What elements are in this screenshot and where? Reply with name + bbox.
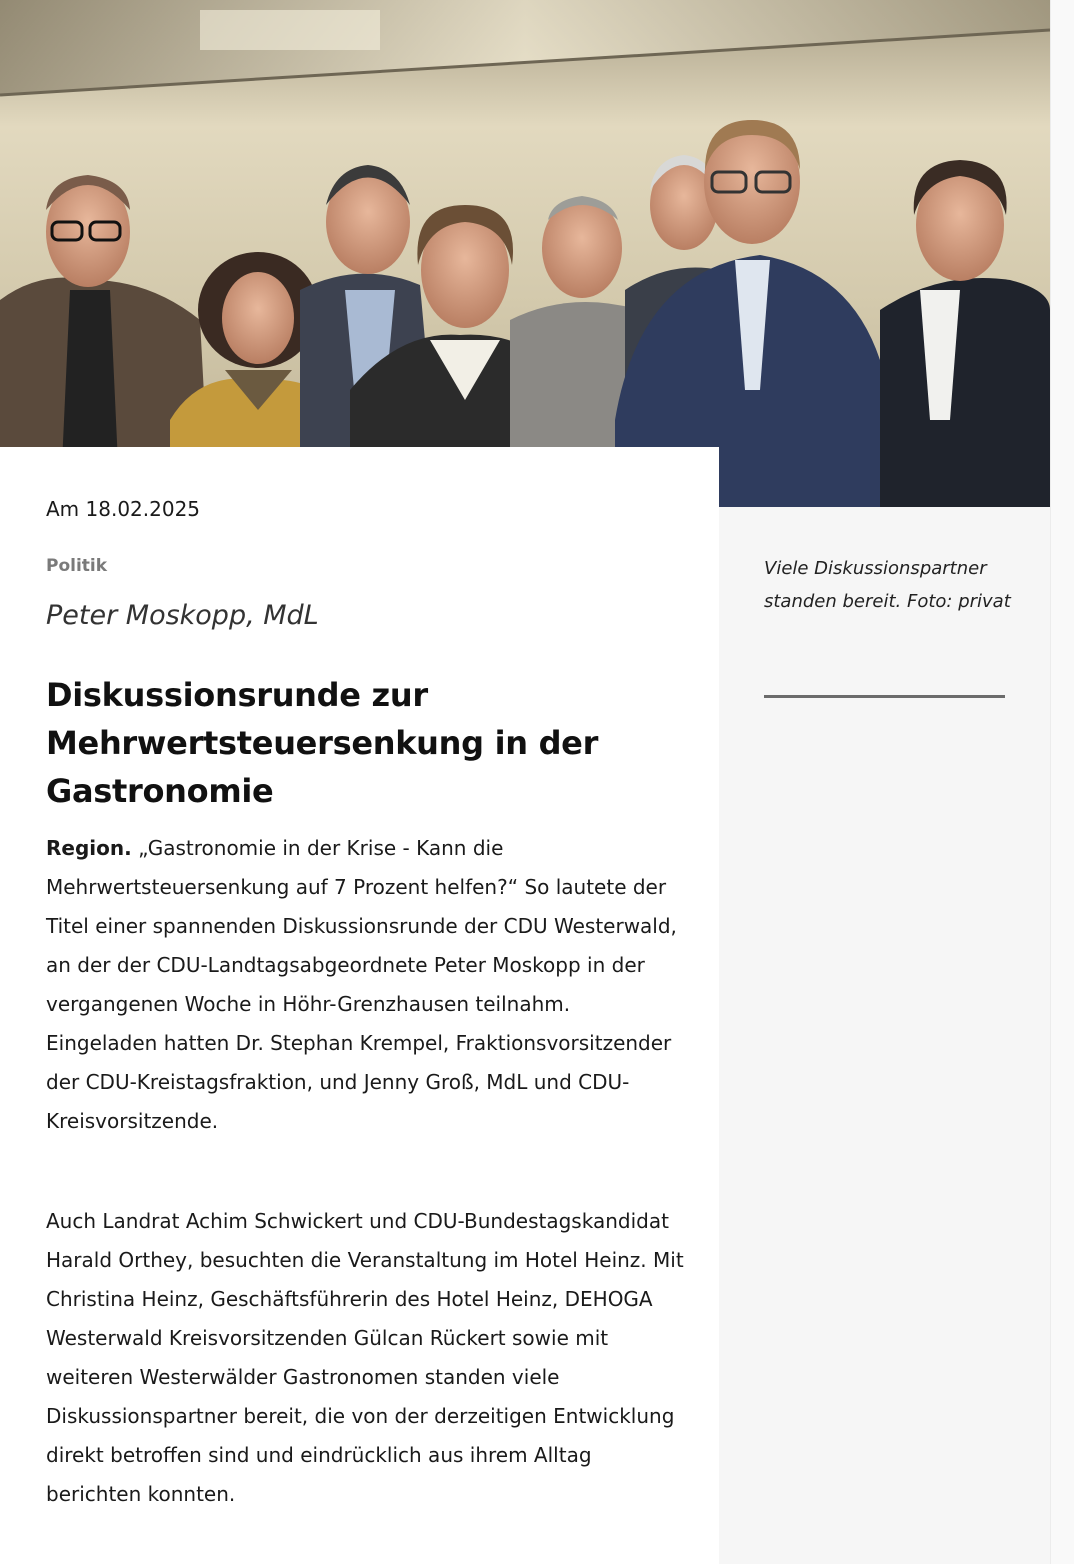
article-lead: Region.: [46, 836, 132, 860]
article-paragraph-1-text: „Gastronomie in der Krise - Kann die Mehrwertsteuersenkung auf 7 Prozent helfen?“ So lautete der Titel einer spannenden Diskussionsrunde der CDU Westerwald, an der der CDU-Landtagsabgeordnete Peter Moskopp in der vergangenen Woche in Höhr-Grenzhausen teilnahm. Eingeladen hatten Dr. Stephan Krempel, Fraktionsvorsitzender der CDU-Kreistagsfraktion, und Jenny Groß, MdL und CDU-Kreisvorsitzende.: [46, 836, 677, 1133]
article-date: Am 18.02.2025: [46, 497, 201, 521]
article-headline: Diskussionsrunde zur Mehrwertsteuersenkung in der Gastronomie: [46, 676, 599, 810]
scrollbar-gutter[interactable]: [1050, 0, 1074, 1564]
article-paragraph-1: [46, 829, 686, 1141]
article-paragraph-2: Auch Landrat Achim Schwickert und CDU-Bundestagskandidat Harald Orthey, besuchten die Veranstaltung im Hotel Heinz. Mit Christina Heinz, Geschäftsführerin des Hotel Heinz, DEHOGA Westerwald Kreisvorsitzenden Gülcan Rückert sowie mit weiteren Westerwälder Gastronomen standen viele Diskussionspartner bereit, die von der derzeitigen Entwicklung direkt betroffen sind und eindrücklich aus ihrem Alltag berichten konnten.: [46, 1209, 684, 1506]
group-photo[interactable]: [0, 0, 1050, 507]
article-author: Peter Moskopp, MdL: [46, 600, 319, 631]
photo-caption: Viele Diskussionspartner standen bereit. Foto: privat: [764, 558, 1011, 612]
article-category[interactable]: Politik: [46, 556, 108, 576]
caption-divider: [764, 695, 1005, 698]
